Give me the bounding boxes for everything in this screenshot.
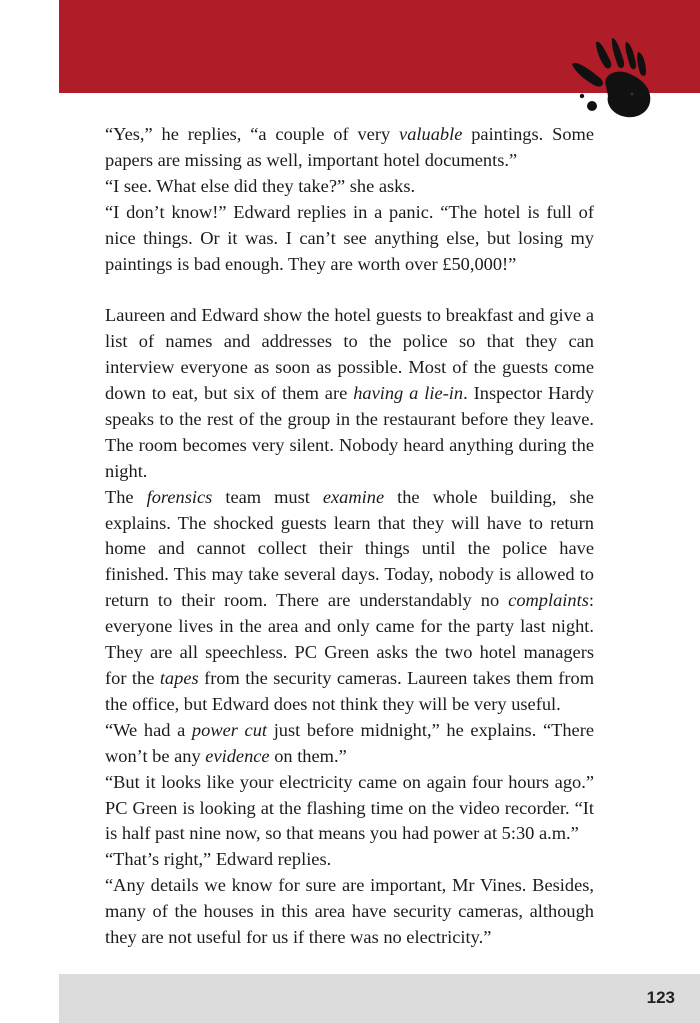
italic-term: examine <box>322 486 385 507</box>
italic-term: evidence <box>205 745 270 766</box>
paragraph <box>105 303 594 484</box>
text-run: Laureen and Edward show the hotel guests to breakfast and give a list of names and addresses to the police so that they can interview everyone as soon as possible. Most of the guests come down to eat, but six of them are <box>105 305 594 404</box>
text-run: from the security cameras. Laureen takes them from the office, but Edward does not think they will be very useful. <box>105 668 595 714</box>
handprint-icon <box>566 34 658 122</box>
italic-term: power cut <box>191 719 268 740</box>
italic-term: valuable <box>399 124 463 144</box>
page-left-margin <box>0 0 59 1023</box>
paragraph <box>105 200 594 278</box>
paragraph <box>105 174 594 200</box>
text-run: “Any details we know for sure are important, Mr Vines. Besides, many of the houses in this area have security cameras, although they are not useful for us if there was no electricity.” <box>105 875 594 948</box>
footer-band <box>59 974 700 1023</box>
paragraph <box>105 122 594 174</box>
text-run: team must <box>212 486 323 507</box>
page-number: 123 <box>646 988 675 1007</box>
paragraph <box>105 718 594 770</box>
story-text <box>105 122 594 951</box>
italic-term: tapes <box>159 668 199 689</box>
text-run: “That’s right,” Edward replies. <box>105 849 332 870</box>
text-run: “But it looks like your electricity came on again four hours ago.” PC Green is looking at the flashing time on the video recorder. “It is half past nine now, so that means you had power at 5:30 a.m.” <box>105 771 594 844</box>
text-run: paintings. Some papers are missing as well, important hotel documents.” <box>105 124 594 170</box>
paragraph-gap <box>105 277 594 303</box>
text-run: just before midnight,” he explains. “There won’t be any <box>105 719 594 766</box>
text-run: “We had a <box>105 719 192 740</box>
text-run: the whole building, she explains. The shocked guests learn that they will have to return home and cannot collect their things until the police have finished. This may take several days. Today, nobody is allowed to return to their room. There are understandably no <box>105 486 594 611</box>
paragraph <box>105 485 594 718</box>
text-run: : everyone lives in the area and only came for the party last night. They are all speechless. PC Green asks the two hotel managers for the <box>105 590 594 689</box>
italic-term: forensics <box>146 486 213 507</box>
text-run: on them.” <box>269 745 347 766</box>
text-run: “Yes,” he replies, “a couple of very <box>105 124 400 144</box>
text-run: “I see. What else did they take?” she asks. <box>105 175 416 196</box>
text-run: . Inspector Hardy speaks to the rest of the group in the restaurant before they leave. The room becomes very silent. Nobody heard anything during the night. <box>105 383 594 481</box>
paragraph <box>105 847 594 873</box>
paragraph <box>105 873 594 951</box>
italic-term: complaints <box>508 590 589 611</box>
italic-term: having a lie-in <box>353 383 464 404</box>
text-run: “I don’t know!” Edward replies in a panic. “The hotel is full of nice things. Or it was. I can’t see anything else, but losing my paintings is bad enough. They are worth over £50,000!” <box>105 201 594 274</box>
text-run: The <box>105 486 147 507</box>
paragraph <box>105 770 594 848</box>
